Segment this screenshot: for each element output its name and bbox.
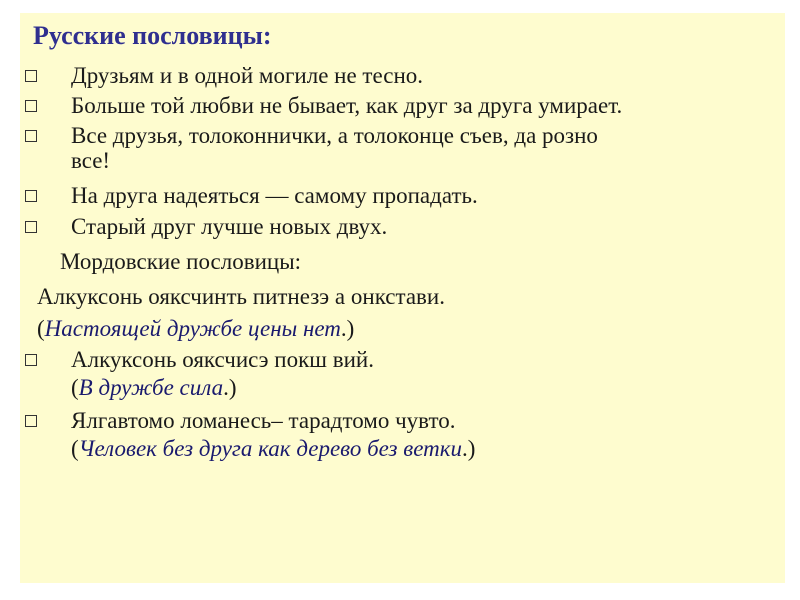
slide-panel — [20, 13, 785, 583]
paren-close: .) — [223, 375, 237, 400]
proverb-line: Алкуксонь ояксчинть питнезэ а онкстави. — [37, 284, 445, 309]
bullet-icon — [25, 190, 37, 202]
bullet-icon — [25, 100, 37, 112]
proverb-line: Все друзья, толоконнички, а толоконце съев, да розно — [71, 123, 598, 148]
proverb-line: Ялгавтомо ломанесь– тарадтомо чувто. — [71, 408, 456, 433]
proverb-line: Больше той любви не бывает, как друг за друга умирает. — [71, 93, 623, 118]
paren-open: ( — [37, 316, 45, 341]
translation-text: Настоящей дружбе цены нет — [44, 316, 341, 341]
proverb-line: Старый друг лучше новых двух. — [71, 214, 388, 239]
translation-line — [37, 315, 354, 343]
bullet-icon — [25, 70, 37, 82]
slide-title: Русские пословицы: — [33, 21, 272, 50]
paren-open: ( — [71, 436, 79, 461]
bullet-icon — [25, 415, 37, 427]
paren-close: .) — [462, 436, 476, 461]
translation-text: Человек без друга как дерево без ветки — [78, 436, 463, 461]
translation-text: В дружбе сила — [78, 375, 224, 400]
proverb-line: Друзьям и в одной могиле не тесно. — [71, 63, 424, 88]
proverb-line: Алкуксонь ояксчисэ покш вий. — [71, 347, 374, 372]
paren-open: ( — [71, 375, 79, 400]
section-heading: Мордовские пословицы: — [60, 249, 302, 274]
paren-close: .) — [340, 316, 355, 341]
bullet-icon — [25, 130, 37, 142]
proverb-line-continuation: все! — [71, 148, 111, 173]
bullet-icon — [25, 354, 37, 366]
translation-line — [71, 374, 237, 402]
translation-line — [71, 435, 475, 463]
bullet-icon — [25, 221, 37, 233]
proverb-line: На друга надеяться — самому пропадать. — [71, 183, 478, 208]
